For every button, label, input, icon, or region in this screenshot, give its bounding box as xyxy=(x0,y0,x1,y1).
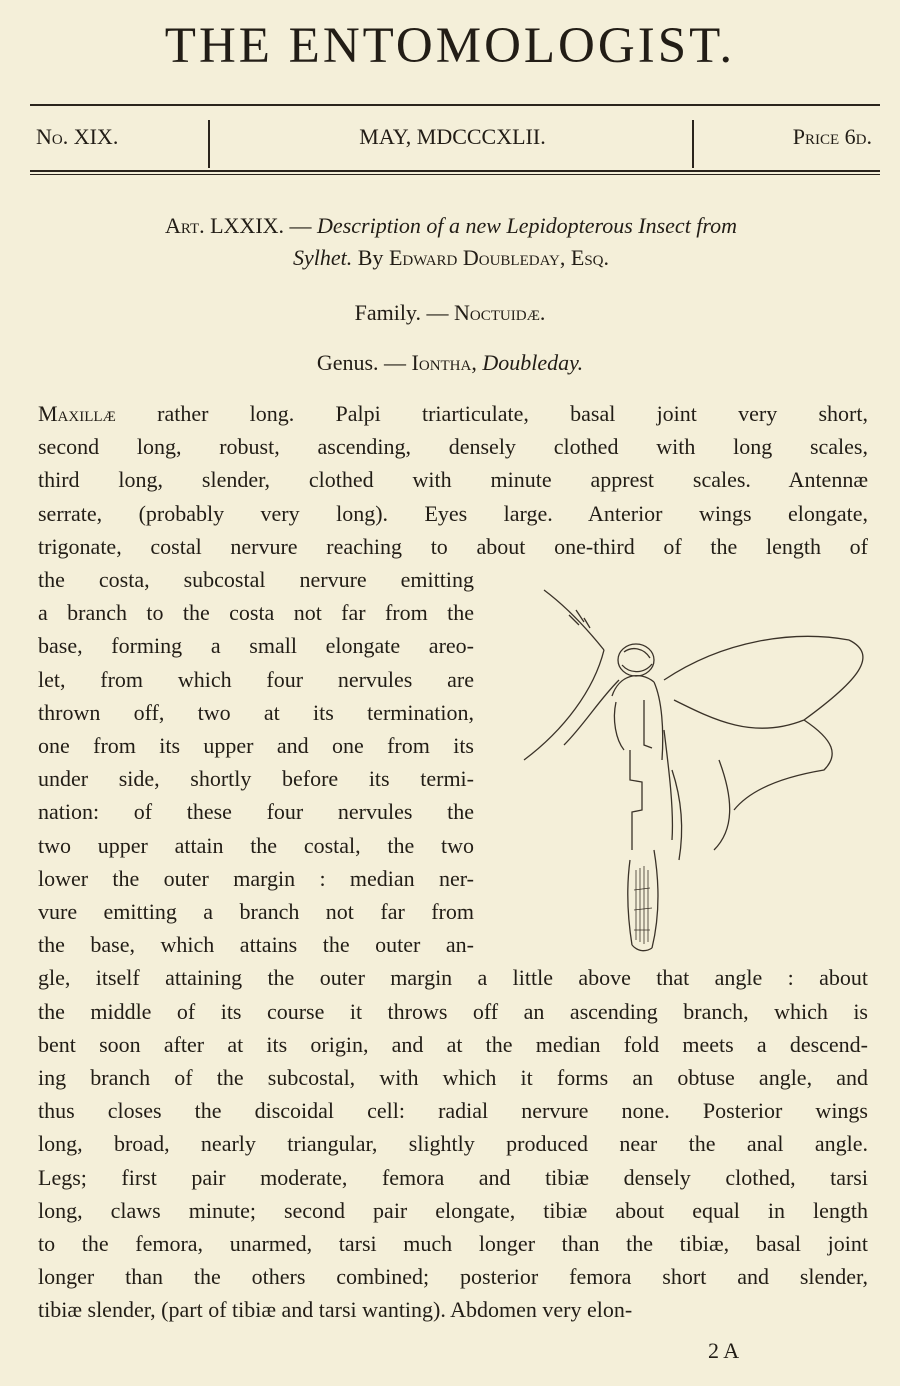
body-line: vure emitting a branch not far from xyxy=(38,899,474,925)
article-author: Edward Doubleday, Esq. xyxy=(388,245,609,270)
body-line: one from its upper and one from its xyxy=(38,733,474,759)
body-line: base, forming a small elongate areo- xyxy=(38,633,474,659)
moth-head-illustration xyxy=(504,570,884,960)
body-line: two upper attain the costal, the two xyxy=(38,832,474,858)
header-rule-bottom xyxy=(30,170,880,172)
genus-label: Genus. — xyxy=(316,350,412,375)
body-line: tibiæ slender, (part of tibiæ and tarsi wanting). Abdomen very elon- xyxy=(38,1297,633,1323)
body-line: thus closes the discoidal cell: radial nervure none. Posterior wings xyxy=(38,1098,868,1124)
body-line: ing branch of the subcostal, with which it forms an obtuse angle, and xyxy=(38,1065,868,1091)
body-line: thrown off, two at its termination, xyxy=(38,699,474,725)
body-line: Legs; first pair moderate, femora and tibiæ densely clothed, tarsi xyxy=(38,1164,868,1190)
family-label: Family. — xyxy=(354,300,455,325)
issue-divider-right xyxy=(692,120,694,168)
family-line xyxy=(0,300,900,326)
header-rule-bottom-thin xyxy=(30,174,880,175)
article-dash: — xyxy=(284,213,318,238)
body-line: let, from which four nervules are xyxy=(38,666,474,692)
palpus-tuft xyxy=(628,860,632,945)
body-line: lower the outer margin : median ner- xyxy=(38,865,474,891)
genus-line xyxy=(0,350,900,376)
issue-number: No. XIX. xyxy=(36,124,119,149)
body-line: second long, robust, ascending, densely clothed with long scales, xyxy=(38,434,868,460)
body-line: bent soon after at its origin, and at the median fold meets a descend- xyxy=(38,1031,868,1057)
journal-title: THE ENTOMOLOGIST. xyxy=(164,18,736,74)
body-line: serrate, (probably very long). Eyes large. Anterior wings elongate, xyxy=(38,500,868,526)
issue-date: MAY, MDCCCXLII. xyxy=(359,124,546,149)
article-number: Art. LXXIX. xyxy=(164,213,285,238)
body-line: the base, which attains the outer an- xyxy=(38,932,474,958)
signature-mark: 2 A xyxy=(708,1338,740,1363)
body-line: the costa, subcostal nervure emitting xyxy=(38,567,474,593)
body-lead-word: Maxillæ xyxy=(38,401,116,426)
family-name: Noctuidæ. xyxy=(454,300,546,325)
article-by: By xyxy=(357,245,384,270)
antenna-serration xyxy=(569,610,590,628)
palpus xyxy=(630,750,642,850)
body-line: gle, itself attaining the outer margin a little above that angle : about xyxy=(38,965,868,991)
issue-price: Price 6d. xyxy=(792,124,872,149)
body-line: a branch to the costa not far from the xyxy=(38,600,474,626)
body-line: nation: of these four nervules the xyxy=(38,799,474,825)
article-title-cont: Sylhet. xyxy=(292,245,353,270)
antenna-left-lower xyxy=(524,650,604,760)
body-line: under side, shortly before its termi- xyxy=(38,766,474,792)
body-line: long, broad, nearly triangular, slightly produced near the anal angle. xyxy=(38,1131,868,1157)
article-heading xyxy=(36,210,866,274)
body-line: trigonate, costal nervure reaching to about one-third of the length of xyxy=(38,533,868,559)
body-line: the middle of its course it throws off an ascending branch, which is xyxy=(38,998,868,1024)
moth-head xyxy=(612,676,654,696)
body-line: Maxillæ rather long. Palpi triarticulate, basal joint very short, xyxy=(38,401,868,426)
antenna-right-upper xyxy=(664,636,849,680)
genus-author: Doubleday. xyxy=(482,350,584,375)
body-line: third long, slender, clothed with minute apprest scales. Antennæ xyxy=(38,467,868,493)
issue-info-row xyxy=(30,106,880,170)
genus-name: Iontha, xyxy=(411,350,477,375)
body-line: longer than the others combined; posterior femora short and slender, xyxy=(38,1264,868,1290)
body-line: to the femora, unarmed, tarsi much longer than the tibiæ, basal joint xyxy=(38,1231,868,1257)
body-line: long, claws minute; second pair elongate, tibiæ about equal in length xyxy=(38,1197,868,1223)
article-title: Description of a new Lepidopterous Insect from xyxy=(317,213,738,238)
